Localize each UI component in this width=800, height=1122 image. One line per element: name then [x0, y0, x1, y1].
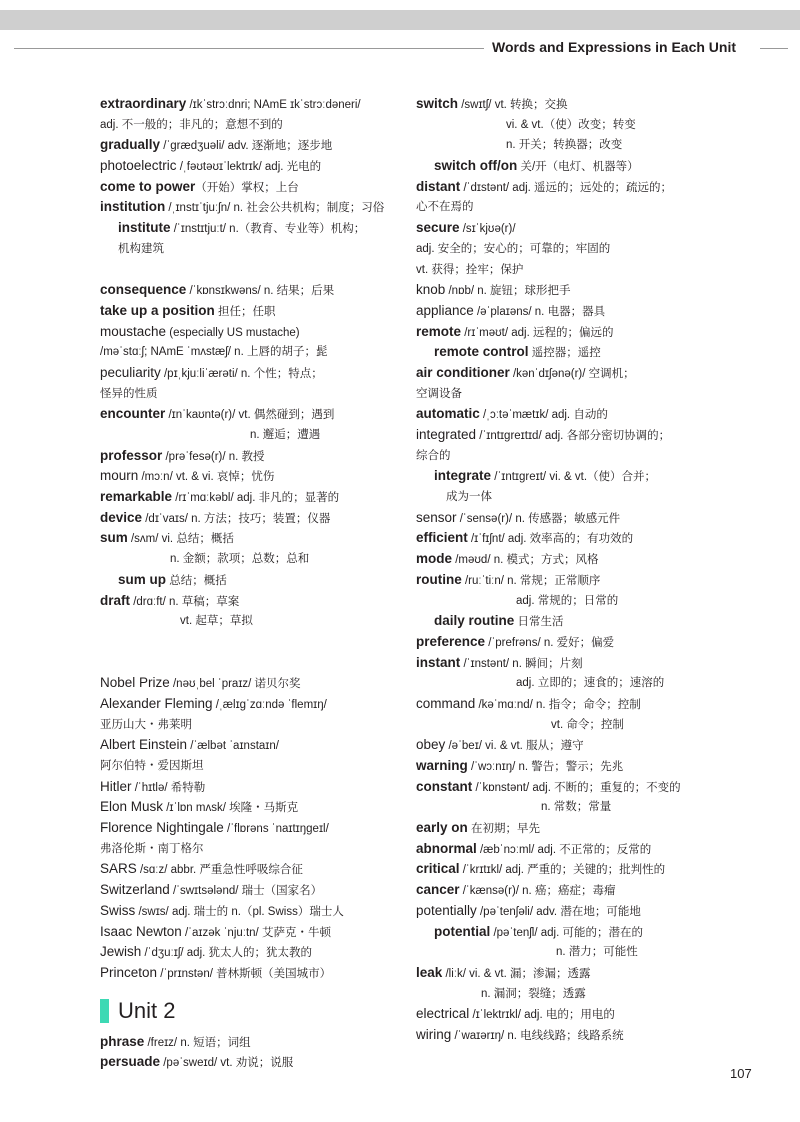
headword: sum [100, 530, 128, 546]
glossary-line [416, 859, 728, 880]
headword: phrase [100, 1033, 145, 1049]
headword: persuade [100, 1054, 161, 1070]
glossary-line [416, 570, 728, 591]
definition: 怪异的性质 [100, 387, 158, 400]
glossary-line [100, 384, 400, 405]
glossary-line [100, 301, 400, 322]
definition: /ɪkˈstrɔːdnri; NAmE ɪkˈstrɔːdəneri/ [186, 99, 361, 111]
headword: Hitler [100, 778, 132, 794]
definition: 成为一体 [446, 491, 492, 504]
definition: /məʊd/ n. 模式；方式；风格 [452, 554, 599, 567]
glossary-line [416, 1025, 728, 1046]
definition: /liːk/ vi. & vt. 漏；渗漏；透露 [442, 967, 591, 980]
headword: obey [416, 737, 446, 753]
definition: /pəˈtenʃəli/ adv. 潜在地；可能地 [476, 905, 641, 918]
glossary-line [416, 177, 728, 198]
glossary-line [100, 901, 400, 922]
definition: adj. 常规的；日常的 [516, 594, 619, 607]
definition: /ˈwɔːnɪŋ/ n. 警告；警示；先兆 [467, 761, 624, 773]
definition: /ˈɪntɪɡreɪtɪd/ adj. 各部分密切协调的； [476, 430, 671, 442]
unit-entries [100, 1032, 400, 1073]
header-rule-right [760, 48, 788, 49]
glossary-line [100, 197, 400, 218]
glossary-line [416, 280, 728, 301]
definition: /ˈprɪnstən/ 普林斯顿（美国城市） [157, 967, 332, 980]
definition: /nɒb/ n. 旋钮；球形把手 [445, 285, 571, 298]
definition: /sɑːz/ abbr. 严重急性呼吸综合征 [136, 864, 303, 877]
headword: Swiss [100, 902, 136, 918]
glossary-line [100, 218, 400, 239]
headword: warning [416, 758, 468, 773]
headword: knob [416, 282, 446, 298]
definition: n. 金额；款项；总数；总和 [170, 553, 310, 566]
glossary-line [100, 735, 400, 756]
definition: n. 邂逅；遭遇 [250, 429, 321, 441]
right-column [416, 94, 728, 1046]
definition: vt. 获得；拴牢；保护 [416, 263, 524, 276]
definition: /ruːˈtiːn/ n. 常规；正常顺序 [461, 574, 601, 587]
glossary-line [100, 322, 400, 343]
glossary-line [416, 197, 728, 218]
headword: SARS [100, 861, 137, 877]
glossary-line [416, 963, 728, 984]
glossary-line [416, 839, 728, 860]
unit-title: Unit 2 [118, 997, 176, 1023]
glossary-line [416, 942, 728, 963]
headword: Jewish [100, 944, 142, 960]
headword: gradually [100, 137, 161, 153]
headword: encounter [100, 406, 166, 422]
glossary-line [100, 880, 400, 901]
headword: Isaac Newton [100, 923, 182, 939]
definition: 心不在焉的 [416, 201, 474, 214]
definition: /prəˈfesə(r)/ n. 教授 [162, 450, 265, 463]
glossary-line [100, 135, 400, 156]
glossary-line [416, 301, 728, 322]
headword: sensor [416, 509, 457, 525]
definition: adj. 立即的；速食的；速溶的 [516, 677, 665, 690]
headword: institute [118, 220, 171, 236]
left-column [100, 94, 400, 1073]
definition: /pɪˌkjuːliˈærəti/ n. 个性；特点； [160, 367, 323, 380]
definition: 机构建筑 [118, 242, 164, 255]
glossary-line [100, 694, 400, 715]
page-number: 107 [730, 1066, 752, 1081]
definition: /ˈælbət ˈaɪnstaɪn/ [187, 740, 279, 753]
glossary-line [100, 963, 400, 984]
definition: /rɪˈmɑːkəbl/ adj. 非凡的；显著的 [172, 492, 340, 505]
glossary-line [100, 570, 400, 591]
glossary-line [416, 715, 728, 736]
glossary-line [416, 156, 728, 177]
top-gray-band [0, 10, 800, 30]
headword: sum up [118, 571, 167, 587]
glossary-line [100, 715, 400, 736]
headword: professor [100, 447, 163, 463]
headword: Florence Nightingale [100, 820, 224, 836]
definition: vt. 命令；控制 [551, 718, 624, 731]
glossary-line [100, 425, 400, 446]
glossary-line [416, 777, 728, 798]
headword: integrated [416, 427, 477, 442]
definition: /ˈkɒnsɪkwəns/ n. 结果；后果 [186, 285, 335, 298]
headword: potential [434, 923, 491, 939]
glossary-line [416, 322, 728, 343]
glossary-line [100, 922, 400, 943]
definition: n. 常数；常量 [541, 801, 612, 814]
glossary-line [100, 777, 400, 798]
definition: /ˈkænsə(r)/ n. 癌；癌症；毒瘤 [459, 885, 616, 898]
definition: /ɪˈlɒn mʌsk/ 埃隆・马斯克 [163, 802, 299, 815]
definition: /əˈbeɪ/ vi. & vt. 服从；遵守 [445, 740, 584, 753]
glossary-line [416, 632, 728, 653]
definition: 担任；任职 [214, 305, 276, 318]
headword: peculiarity [100, 364, 161, 380]
glossary-line [416, 115, 728, 136]
definition: /freɪz/ n. 短语；词组 [144, 1036, 251, 1049]
headword: wiring [416, 1026, 452, 1042]
definition: /æbˈnɔːml/ adj. 不正常的；反常的 [476, 843, 652, 856]
definition: 空调设备 [416, 387, 462, 400]
definition: /ˈɪnstɪtjuːt/ n.（教育、专业等）机构； [170, 223, 366, 236]
headword: appliance [416, 302, 474, 318]
definition: /ˈhɪtlə/ 希特勒 [131, 781, 206, 794]
definition: /əˈplaɪəns/ n. 电器；器具 [473, 305, 606, 318]
definition: /ˈɪnstənt/ n. 瞬间；片刻 [460, 657, 583, 670]
definition: adj. 不一般的；非凡的；意想不到的 [100, 118, 283, 131]
headword: come to power [100, 178, 196, 194]
definition: /sɪˈkjʊə(r)/ [459, 223, 516, 236]
glossary-line [416, 466, 728, 487]
glossary-line [416, 425, 728, 446]
glossary-line [100, 797, 400, 818]
glossary-line [416, 673, 728, 694]
definition: n. 漏洞；裂缝；透露 [481, 987, 586, 1000]
headword: routine [416, 571, 462, 587]
headword: Elon Musk [100, 799, 164, 815]
definition: 关/开（电灯、机器等） [517, 161, 639, 174]
glossary-line [416, 363, 728, 384]
definition: (especially US mustache) [166, 326, 300, 339]
definition: /ˈaɪzək ˈnjuːtn/ 艾萨克・牛顿 [181, 926, 331, 939]
glossary-line [100, 177, 400, 198]
definition: /ˌfəʊtəʊɪˈlektrɪk/ adj. 光电的 [176, 161, 322, 174]
definition: vi. & vt.（使）改变；转变 [506, 118, 636, 131]
headword: Alexander Fleming [100, 695, 213, 711]
glossary-line [100, 1052, 400, 1073]
definition: /ˈdʒuːɪʃ/ adj. 犹太人的；犹太教的 [141, 947, 313, 960]
glossary-line [416, 756, 728, 777]
headword: preference [416, 633, 486, 649]
headword: Nobel Prize [100, 675, 170, 691]
glossary-line [100, 818, 400, 839]
headword: take up a position [100, 302, 215, 318]
headword: integrate [434, 468, 492, 484]
definition: /swɪs/ adj. 瑞士的 n.（pl. Swiss）瑞士人 [135, 905, 344, 918]
definition: /nəʊˌbel ˈpraɪz/ 诺贝尔奖 [169, 678, 301, 691]
glossary-line [100, 363, 400, 384]
headword: switch [416, 96, 459, 111]
headword: remote control [434, 344, 529, 360]
definition: /ˈsensə(r)/ n. 传感器；敏感元件 [456, 512, 621, 525]
definition: /rɪˈməʊt/ adj. 远程的；偏远的 [461, 326, 614, 339]
headword: switch off/on [434, 158, 518, 174]
definition: /ɪnˈkaʊntə(r)/ vt. 偶然碰到；遇到 [165, 409, 335, 422]
headword: Albert Einstein [100, 737, 188, 753]
glossary-line [100, 508, 400, 529]
glossary-line [100, 673, 400, 694]
headword: early on [416, 820, 468, 836]
unit-accent-bar [100, 999, 109, 1023]
glossary-line [100, 859, 400, 880]
spacer [100, 653, 400, 674]
glossary-line [100, 756, 400, 777]
glossary-line [416, 549, 728, 570]
glossary-line [100, 1032, 400, 1053]
headword: critical [416, 861, 460, 877]
definition: /dɪˈvaɪs/ n. 方法；技巧；装置；仪器 [142, 512, 331, 525]
headword: command [416, 695, 476, 711]
definition: /ˈdɪstənt/ adj. 遥远的；远处的；疏远的； [460, 181, 673, 194]
definition: 在初期；早先 [467, 823, 540, 836]
definition: /ˌælɪɡˈzɑːndə ˈflemɪŋ/ [212, 698, 327, 711]
headword: remote [416, 323, 462, 339]
glossary-line [416, 797, 728, 818]
definition: 弗洛伦斯・南丁格尔 [100, 842, 204, 855]
glossary-line [416, 135, 728, 156]
definition: （开始）掌权；上台 [195, 181, 299, 194]
headword: draft [100, 592, 130, 608]
headword: constant [416, 778, 473, 794]
headword: cancer [416, 882, 460, 898]
definition: 综合的 [416, 449, 451, 462]
glossary-line [416, 611, 728, 632]
glossary-line [100, 549, 400, 570]
definition: /ˈprefrəns/ n. 爱好；偏爱 [485, 636, 615, 649]
glossary-line [416, 922, 728, 943]
headword: potentially [416, 902, 477, 918]
glossary-line [100, 280, 400, 301]
definition: /kənˈdɪʃənə(r)/ 空调机； [509, 367, 635, 380]
definition: /ɪˈlektrɪkl/ adj. 电的；用电的 [469, 1009, 615, 1022]
headword: Princeton [100, 964, 158, 980]
definition: /məˈstɑːʃ; NAmE ˈmʌstæʃ/ n. 上唇的胡子；髭 [100, 346, 328, 359]
headword: mourn [100, 468, 139, 484]
glossary-line [100, 466, 400, 487]
definition: /ˈɡrædʒuəli/ adv. 逐渐地；逐步地 [160, 140, 333, 153]
definition: /pəˈtenʃl/ adj. 可能的；潜在的 [490, 926, 643, 939]
glossary-line [416, 404, 728, 425]
headword: moustache [100, 323, 167, 339]
definition: /sʌm/ vi. 总结；概括 [127, 533, 234, 546]
definition: /swɪtʃ/ vt. 转换；交换 [458, 99, 568, 111]
glossary-line [100, 404, 400, 425]
glossary-line [416, 487, 728, 508]
headword: distant [416, 178, 461, 194]
headword: efficient [416, 530, 468, 546]
headword: institution [100, 199, 166, 215]
glossary-line [100, 528, 400, 549]
definition: /kəˈmɑːnd/ n. 指令；命令；控制 [475, 698, 641, 711]
glossary-line [100, 487, 400, 508]
definition: n. 潜力；可能性 [556, 946, 638, 959]
headword: extraordinary [100, 96, 187, 111]
glossary-line [416, 653, 728, 674]
headword: mode [416, 551, 453, 567]
glossary-line [100, 115, 400, 136]
glossary-line [416, 260, 728, 281]
spacer [100, 632, 400, 653]
glossary-line [416, 984, 728, 1005]
definition: 遥控器；遥控 [528, 347, 601, 360]
glossary-line [100, 839, 400, 860]
glossary-line [100, 611, 400, 632]
definition: /ˌɪnstɪˈtjuːʃn/ n. 社会公共机构；制度；习俗 [165, 202, 385, 215]
definition: 亚历山大・弗莱明 [100, 718, 192, 731]
definition: /mɔːn/ vt. & vi. 哀悼；忧伤 [138, 471, 275, 484]
right-entries [416, 94, 728, 1046]
headword: secure [416, 220, 460, 236]
definition: 日常生活 [514, 616, 564, 629]
headword: abnormal [416, 840, 477, 856]
glossary-line [100, 591, 400, 612]
glossary-line [100, 342, 400, 363]
definition: /ˈɪntɪɡreɪt/ vi. & vt.（使）合并； [491, 471, 657, 484]
glossary-line [100, 446, 400, 467]
definition: 阿尔伯特・爱因斯坦 [100, 760, 204, 772]
header-rule-left [14, 48, 484, 49]
glossary-line [416, 735, 728, 756]
glossary-line [416, 694, 728, 715]
glossary-line [416, 446, 728, 467]
glossary-line [100, 94, 400, 115]
definition: 总结；概括 [166, 574, 227, 587]
glossary-line [416, 384, 728, 405]
glossary-line [416, 880, 728, 901]
glossary-line [416, 901, 728, 922]
running-header-title: Words and Expressions in Each Unit [492, 39, 737, 55]
headword: daily routine [434, 613, 515, 629]
headword: air conditioner [416, 364, 510, 380]
headword: device [100, 509, 143, 525]
definition: /ˌɔːtəˈmætɪk/ adj. 自动的 [479, 409, 608, 422]
glossary-line [416, 591, 728, 612]
definition: /ˈkrɪtɪkl/ adj. 严重的；关键的；批判性的 [459, 864, 666, 877]
glossary-line [416, 1004, 728, 1025]
definition: /ˈkɒnstənt/ adj. 不断的；重复的；不变的 [472, 781, 681, 794]
definition: /pəˈsweɪd/ vt. 劝说；说服 [160, 1057, 294, 1070]
headword: photoelectric [100, 158, 177, 174]
headword: consequence [100, 282, 187, 298]
definition: adj. 安全的；安心的；可靠的；牢固的 [416, 242, 611, 255]
glossary-line [416, 818, 728, 839]
definition: /ˈswɪtsələnd/ 瑞士（国家名） [169, 885, 323, 898]
headword: remarkable [100, 489, 173, 505]
glossary-line [100, 156, 400, 177]
left-entries [100, 94, 400, 984]
glossary-line [416, 218, 728, 239]
headword: automatic [416, 406, 480, 422]
glossary-line [100, 239, 400, 260]
headword: Switzerland [100, 882, 170, 898]
unit-heading [100, 990, 400, 1032]
definition: /ɪˈfɪʃnt/ adj. 效率高的；有功效的 [467, 533, 634, 546]
definition: /drɑːft/ n. 草稿；草案 [130, 595, 240, 608]
glossary-line [416, 508, 728, 529]
glossary-line [416, 239, 728, 260]
glossary-line [416, 528, 728, 549]
glossary-line [100, 942, 400, 963]
definition: /ˈflɒrəns ˈnaɪtɪŋɡeɪl/ [223, 823, 329, 836]
glossary-line [416, 342, 728, 363]
definition: vt. 起草；草拟 [180, 615, 253, 628]
headword: instant [416, 654, 461, 670]
glossary-line [416, 94, 728, 115]
definition: /ˈwaɪərɪŋ/ n. 电线线路；线路系统 [451, 1029, 624, 1042]
headword: electrical [416, 1006, 470, 1022]
headword: leak [416, 964, 443, 980]
spacer [100, 260, 400, 281]
definition: n. 开关；转换器；改变 [506, 139, 623, 152]
